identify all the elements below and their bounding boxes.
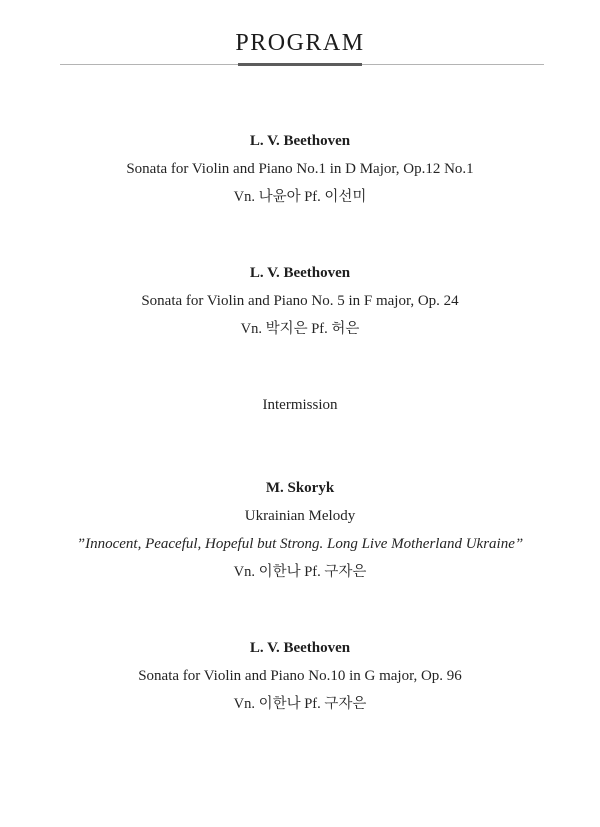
- title-divider: [0, 63, 600, 67]
- composer-name: L. V. Beethoven: [249, 133, 351, 149]
- program-item: [0, 474, 600, 586]
- work-title: Ukrainian Melody: [244, 508, 356, 524]
- program-item: [0, 127, 600, 211]
- composer-name: L. V. Beethoven: [249, 265, 351, 281]
- performers-line: Vn. 나윤아 Pf. 이선미: [233, 189, 367, 205]
- composer-name: M. Skoryk: [265, 480, 335, 496]
- program-item: [0, 259, 600, 343]
- program-item: [0, 634, 600, 718]
- composer-name: L. V. Beethoven: [249, 640, 351, 656]
- program-list: [0, 67, 600, 718]
- work-title: Sonata for Violin and Piano No. 5 in F major, Op. 24: [141, 293, 459, 309]
- work-title: Sonata for Violin and Piano No.10 in G major, Op. 96: [138, 668, 462, 684]
- work-subtitle: ”Innocent, Peaceful, Hopeful but Strong. Long Live Motherland Ukraine”: [76, 536, 524, 552]
- title-underline-accent: [238, 63, 362, 66]
- work-title: Sonata for Violin and Piano No.1 in D Major, Op.12 No.1: [126, 161, 474, 177]
- intermission-label: Intermission: [262, 397, 338, 413]
- performers-line: Vn. 이한나 Pf. 구자은: [233, 696, 367, 712]
- performers-line: Vn. 박지은 Pf. 허은: [240, 321, 360, 337]
- page-title: PROGRAM: [235, 30, 365, 56]
- performers-line: Vn. 이한나 Pf. 구자은: [233, 564, 367, 580]
